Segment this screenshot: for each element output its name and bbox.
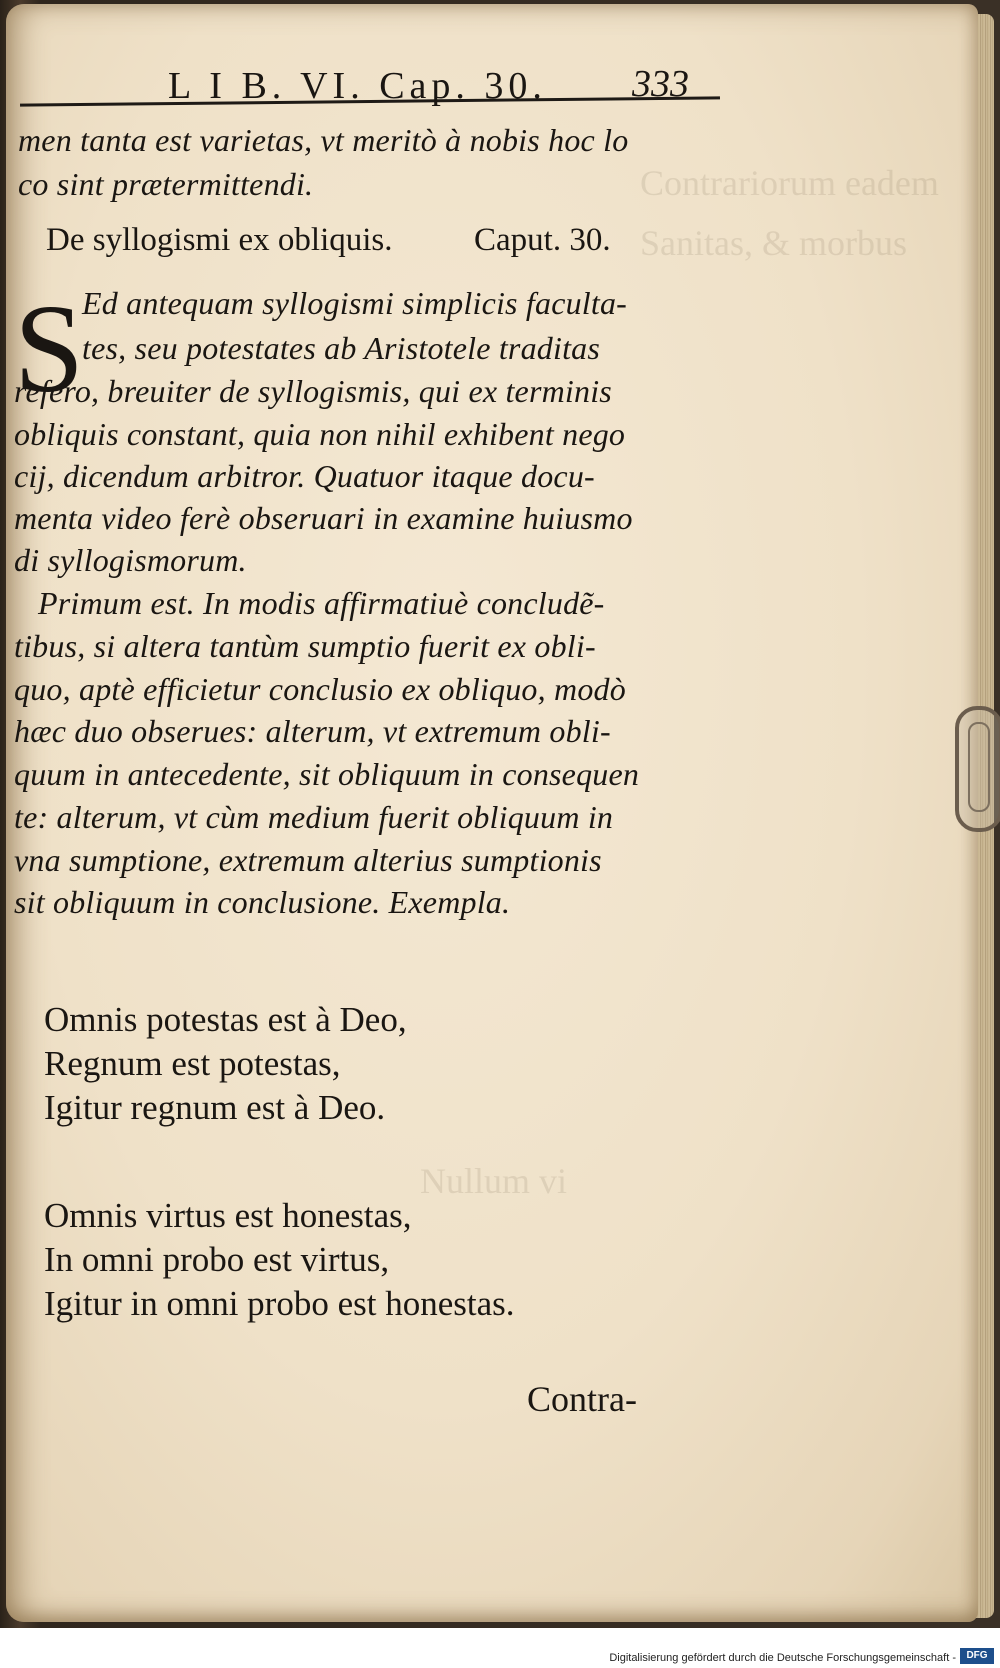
syllogism-line: Omnis virtus est honestas, [44,1196,412,1235]
syllogism-line: Omnis potestas est à Deo, [44,1000,407,1039]
text-line: co sint prætermittendi. [18,166,314,202]
running-head [20,63,720,124]
syllogism-line: In omni probo est virtus, [44,1240,390,1279]
text-line: vna sumptione, extremum alterius sumptionis [14,842,602,878]
text-line: quo, aptè efficietur conclusio ex obliquo, modò [14,671,626,707]
book-clip-inner [968,722,990,812]
text-line: tes, seu potestates ab Aristotele traditas [82,330,601,366]
text-line: cij, dicendum arbitror. Quatuor itaque docu- [14,458,595,494]
text-line: men tanta est varietas, vt meritò à nobis hoc lo [18,122,629,158]
syllogism-line: Igitur in omni probo est honestas. [44,1284,515,1323]
page-number: 333 [632,63,689,105]
text-line: hæc duo obserues: alterum, vt extremum obli- [14,713,611,749]
text-line: di syllogismorum. [14,542,247,578]
text-line: Ed antequam syllogismi simplicis faculta- [82,285,628,321]
text-line: refero, breuiter de syllogismis, qui ex terminis [14,373,612,409]
syllogism-line: Regnum est potestas, [44,1044,341,1083]
bleed-through: Sanitas, & morbus [640,223,907,263]
drop-cap: S [14,280,85,419]
text-line: sit obliquum in conclusione. Exempla. [14,884,511,920]
syllogism-line: Igitur regnum est à Deo. [44,1088,386,1127]
text-line: tibus, si altera tantùm sumptio fuerit ex obli- [14,628,596,664]
catchword: Contra- [527,1379,637,1419]
text-line: te: alterum, vt cùm medium fuerit obliquum in [14,799,614,835]
bleed-through: Contrariorum eadem [640,163,939,203]
text-line: quum in antecedente, sit obliquum in consequen [14,756,640,792]
running-title: L I B. VI. Cap. 30. [168,65,547,107]
chapter-title: De syllogismi ex obliquis. [46,222,393,258]
chapter-number: Caput. 30. [474,222,611,258]
text-line: Primum est. In modis affirmatiuè concludẽ- [38,585,605,621]
footer-credit: Digitalisierung gefördert durch die Deutsche Forschungsgemeinschaft - [609,1652,956,1664]
text-line: obliquis constant, quia non nihil exhibent nego [14,416,626,452]
text-line: menta video ferè obseruari in examine huiusmo [14,500,633,536]
dfg-logo: DFG [960,1648,994,1664]
bleed-through: Nullum vi [420,1161,568,1201]
